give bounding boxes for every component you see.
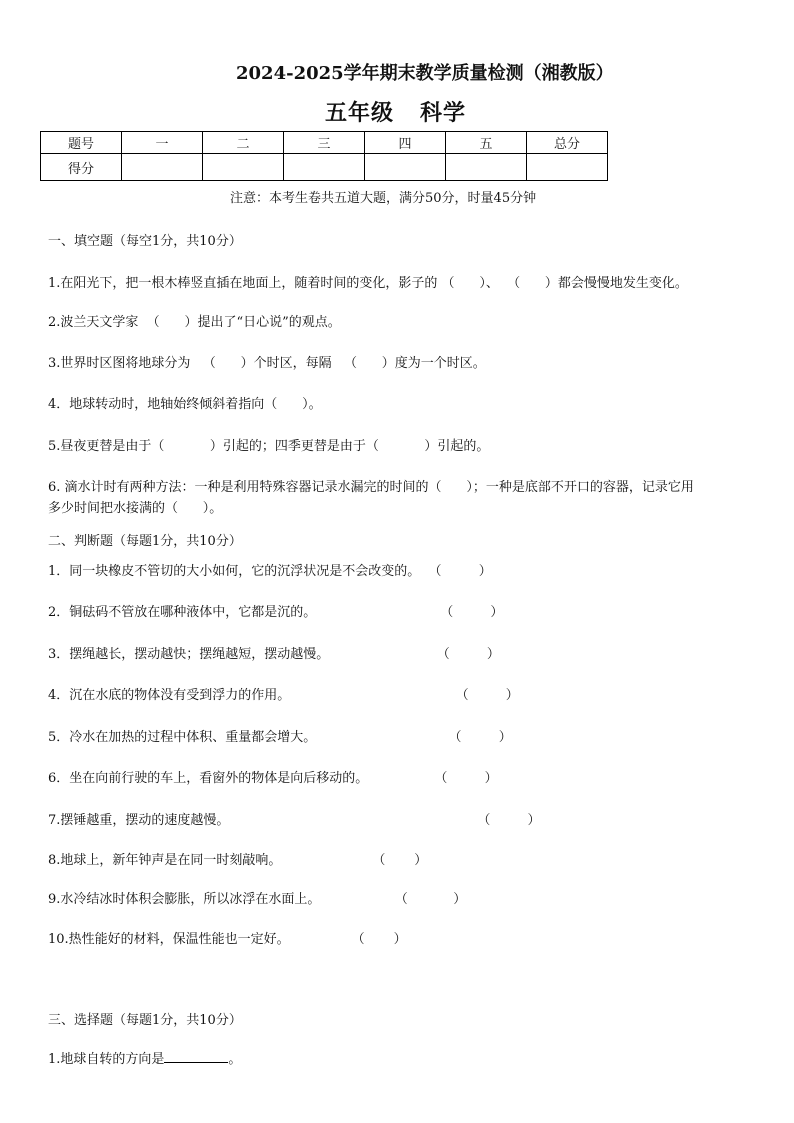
choice-question-1 [48,1048,241,1067]
score-cell[interactable] [365,154,446,181]
fill-question-1: 1.在阳光下，把一根木棒竖直插在地面上，随着时间的变化，影子的 （ ）、 （ ）都会慢慢地发生变化。 [48,276,688,291]
fill-question-2: 2.波兰天文学家 （ ）提出了“日心说”的观点。 [48,315,341,330]
exam-title: 2024-2025学年期末教学质量检测（湘教版） [236,63,614,84]
judge-question-9: 9.水冷结冰时体积会膨胀，所以冰浮在水面上。 （ ） [48,892,467,907]
score-table-score-row [41,154,608,181]
fill-question-6-line1: 6. 滴水计时有两种方法：一种是利用特殊容器记录水漏完的时间的（ ）；一种是底部不开口的容器，记录它用 [48,480,694,495]
score-header-cell: 四 [365,132,446,154]
section3-heading: 三、选择题（每题1分，共10分） [48,1013,242,1028]
judge-question-5: 5．冷水在加热的过程中体积、重量都会增大。 （ ） [48,730,512,745]
judge-question-4: 4．沉在水底的物体没有受到浮力的作用。 （ ） [48,688,519,703]
score-label-cell: 得分 [41,154,122,181]
score-header-cell: 三 [284,132,365,154]
score-header-cell: 一 [122,132,203,154]
judge-question-10: 10.热性能好的材料，保温性能也一定好。 （ ） [48,932,407,947]
score-cell[interactable] [284,154,365,181]
exam-subtitle: 五年级 科学 [325,100,466,126]
judge-question-6: 6．坐在向前行驶的车上，看窗外的物体是向后移动的。 （ ） [48,771,498,786]
choice-question-1-end: 。 [228,1052,242,1067]
fill-question-6-line2: 多少时间把水接满的（ ）。 [48,501,223,516]
score-cell[interactable] [122,154,203,181]
answer-blank[interactable] [164,1061,228,1063]
score-header-cell: 二 [203,132,284,154]
section2-heading: 二、判断题（每题1分，共10分） [48,534,242,549]
judge-question-3: 3．摆绳越长，摆动越快；摆绳越短，摆动越慢。 （ ） [48,647,500,662]
score-cell[interactable] [446,154,527,181]
choice-question-1-text: 1.地球自转的方向是 [48,1052,165,1067]
judge-question-7: 7.摆锤越重，摆动的速度越慢。 （ ） [48,813,541,828]
exam-note: 注意：本考生卷共五道大题，满分50分，时量45分钟 [230,191,537,206]
judge-question-2: 2．铜砝码不管放在哪种液体中，它都是沉的。 （ ） [48,605,504,620]
score-table [40,131,608,181]
fill-question-5: 5.昼夜更替是由于（ ）引起的；四季更替是由于（ ）引起的。 [48,439,490,454]
judge-question-8: 8.地球上，新年钟声是在同一时刻敲响。 （ ） [48,853,428,868]
score-cell[interactable] [203,154,284,181]
score-cell[interactable] [527,154,608,181]
judge-question-1: 1．同一块橡皮不管切的大小如何，它的沉浮状况是不会改变的。 （ ） [48,564,492,579]
section1-heading: 一、填空题（每空1分，共10分） [48,234,242,249]
score-table-header-row [41,132,608,154]
score-header-cell: 题号 [41,132,122,154]
fill-question-3: 3.世界时区图将地球分为 （ ）个时区，每隔 （ ）度为一个时区。 [48,356,486,371]
fill-question-4: 4．地球转动时，地轴始终倾斜着指向（ ）。 [48,397,322,412]
score-header-cell: 五 [446,132,527,154]
score-header-cell: 总分 [527,132,608,154]
